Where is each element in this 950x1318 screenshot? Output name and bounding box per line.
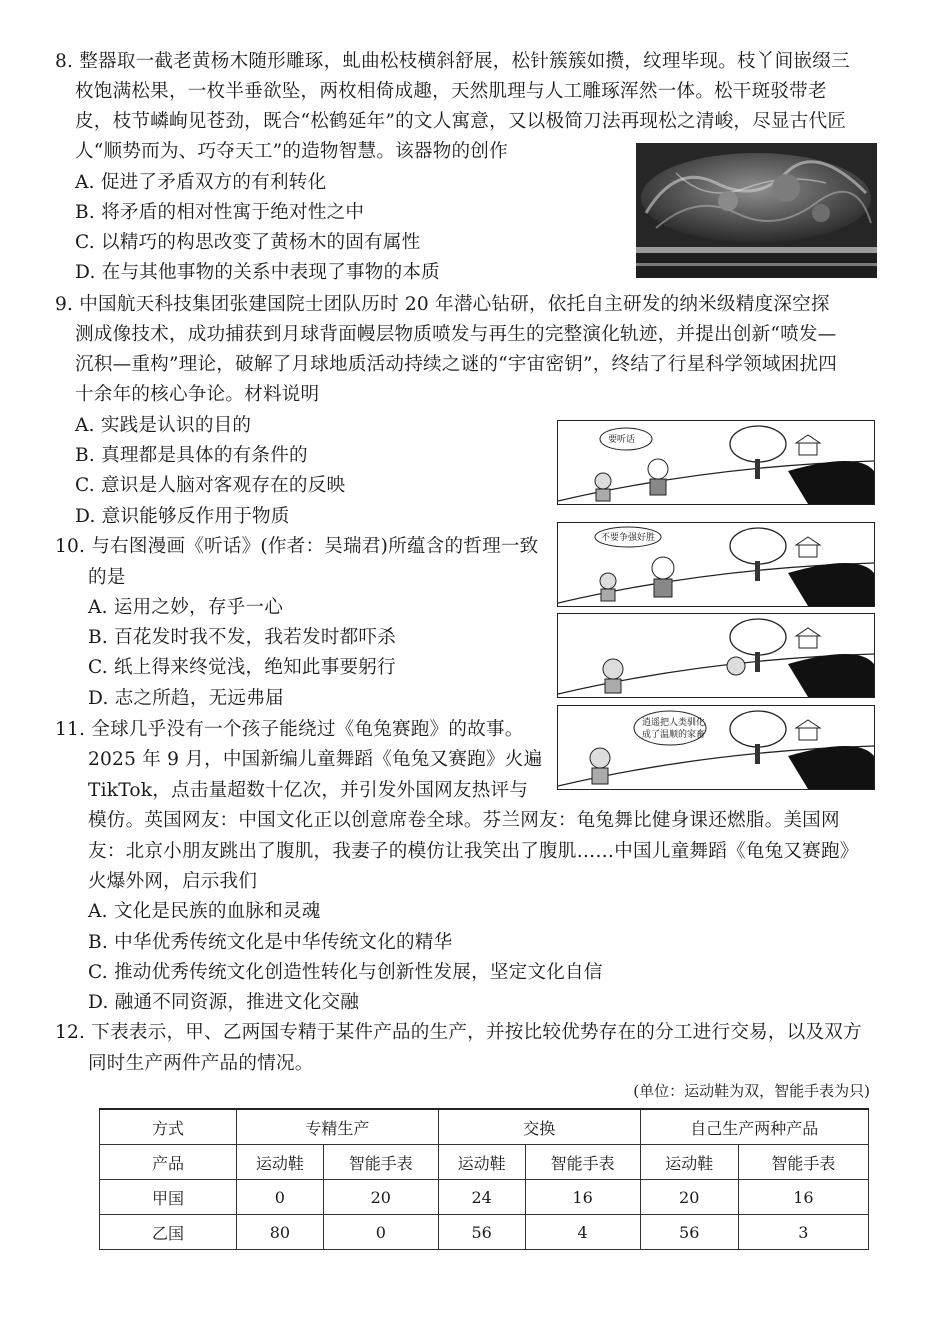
- q8-stem-line-2: 枚饱满松果，一枚半垂欲坠，两枚相倚成趣，天然肌理与人工雕琢浑然一体。松干斑驳带老: [75, 81, 827, 102]
- q11-stem-line-2: 2025 年 9 月，中国新编儿童舞蹈《龟兔又赛跑》火遍: [88, 749, 543, 770]
- comic-panel-1: [557, 420, 875, 505]
- row-jia-cell: 20: [640, 1180, 738, 1215]
- unit-note: (单位：运动鞋为双，智能手表为只): [633, 1082, 870, 1100]
- row-jia-label: 甲国: [100, 1180, 237, 1215]
- q11-stem-line-3: TikTok，点击量超数十亿次，并引发外国网友热评与: [88, 780, 529, 801]
- q8-option-d: D. 在与其他事物的关系中表现了事物的本质: [75, 262, 440, 283]
- header-shoes-2: 运动鞋: [438, 1145, 525, 1180]
- comic-bubble-2: 不要争强好胜: [601, 533, 656, 543]
- q11-option-d: D. 融通不同资源，推进文化交融: [88, 992, 359, 1013]
- header-shoes-1: 运动鞋: [237, 1145, 324, 1180]
- carving-photo: [636, 143, 877, 278]
- production-table: [99, 1108, 869, 1250]
- q9-option-c: C. 意识是人脑对客观存在的反映: [75, 475, 346, 496]
- header-watch-3: 智能手表: [738, 1145, 868, 1180]
- row-yi-cell: 56: [640, 1215, 738, 1250]
- row-jia-cell: 0: [237, 1180, 324, 1215]
- comic-bubble-4-line-2: 成了温顺的家畜: [642, 730, 706, 740]
- row-jia-cell: 16: [738, 1180, 868, 1215]
- q11-stem-line-4: 模仿。英国网友：中国文化正以创意席卷全球。芬兰网友：龟兔舞比健身课还燃脂。美国网: [88, 810, 840, 831]
- header-product: 产品: [100, 1145, 237, 1180]
- row-yi-cell: 0: [323, 1215, 438, 1250]
- q10-option-b: B. 百花发时我不发，我若发时都吓杀: [88, 627, 396, 648]
- q9-stem-line-3: 沉积—重构”理论，破解了月球地质活动持续之谜的“宇宙密钥”，终结了行星科学领域困扰四: [75, 354, 838, 375]
- row-jia-cell: 16: [525, 1180, 640, 1215]
- comic-panel-2: [557, 522, 875, 607]
- header-shoes-3: 运动鞋: [640, 1145, 738, 1180]
- comic-panel-4: [557, 705, 875, 790]
- q11-stem-line-6: 火爆外网，启示我们: [88, 871, 258, 892]
- q8-option-a: A. 促进了矛盾双方的有利转化: [75, 172, 327, 193]
- row-yi-cell: 80: [237, 1215, 324, 1250]
- q9-stem-line-1: 9. 中国航天科技集团张建国院士团队历时 20 年潜心钻研，依托自主研发的纳米级精度深空探: [55, 294, 830, 315]
- header-self-produce: 自己生产两种产品: [640, 1109, 868, 1145]
- header-watch-1: 智能手表: [323, 1145, 438, 1180]
- header-mode: 方式: [100, 1109, 237, 1145]
- q10-option-d: D. 志之所趋，无远弗届: [88, 688, 284, 709]
- row-yi-cell: 4: [525, 1215, 640, 1250]
- q8-option-b: B. 将矛盾的相对性寓于绝对性之中: [75, 202, 365, 223]
- comic-bubble-4-line-1: 逍遥把人类驯化: [642, 718, 706, 728]
- q9-option-b: B. 真理都是具体的有条件的: [75, 445, 308, 466]
- q12-stem-line-1: 12. 下表表示，甲、乙两国专精于某件产品的生产，并按比较优势存在的分工进行交易，以及双方: [55, 1022, 862, 1043]
- q8-option-c: C. 以精巧的构思改变了黄杨木的固有属性: [75, 232, 421, 253]
- q10-stem-line-2: 的是: [88, 567, 126, 588]
- comic-panel-3: [557, 613, 875, 698]
- q11-option-c: C. 推动优秀传统文化创造性转化与创新性发展，坚定文化自信: [88, 962, 603, 983]
- q10-stem-line-1: 10. 与右图漫画《听话》(作者：吴瑞君)所蕴含的哲理一致: [55, 536, 539, 557]
- q9-option-a: A. 实践是认识的目的: [75, 415, 252, 436]
- row-jia-cell: 24: [438, 1180, 525, 1215]
- header-watch-2: 智能手表: [525, 1145, 640, 1180]
- row-yi-cell: 56: [438, 1215, 525, 1250]
- q10-option-c: C. 纸上得来终觉浅，绝知此事要躬行: [88, 657, 396, 678]
- q11-stem-line-1: 11. 全球几乎没有一个孩子能绕过《龟兔赛跑》的故事。: [55, 719, 524, 740]
- header-specialize: 专精生产: [237, 1109, 439, 1145]
- row-jia-cell: 20: [323, 1180, 438, 1215]
- header-exchange: 交换: [438, 1109, 640, 1145]
- row-yi-cell: 3: [738, 1215, 868, 1250]
- q9-stem-line-4: 十余年的核心争论。材料说明: [75, 384, 320, 405]
- comic-bubble-1: 要听话: [608, 435, 636, 445]
- q8-stem-line-4: 人“顺势而为、巧夺天工”的造物智慧。该器物的创作: [75, 141, 508, 162]
- q11-option-b: B. 中华优秀传统文化是中华传统文化的精华: [88, 932, 453, 953]
- row-yi-label: 乙国: [100, 1215, 237, 1250]
- q11-stem-line-5: 友：北京小朋友跳出了腹肌，我妻子的模仿让我笑出了腹肌……中国儿童舞蹈《龟兔又赛跑》: [88, 841, 859, 862]
- q10-option-a: A. 运用之妙，存乎一心: [88, 597, 283, 618]
- q8-stem-line-3: 皮，枝节嶙峋见苍劲，既合“松鹤延年”的文人寓意，又以极简刀法再现松之清峻，尽显古代匠: [75, 111, 847, 132]
- q9-option-d: D. 意识能够反作用于物质: [75, 506, 290, 527]
- q9-stem-line-2: 测成像技术，成功捕获到月球背面幔层物质喷发与再生的完整演化轨迹，并提出创新“喷发—: [75, 324, 837, 345]
- q8-stem-line-1: 8. 整器取一截老黄杨木随形雕琢，虬曲松枝横斜舒展，松针簇簇如攒，纹理毕现。枝丫间嵌缀三: [55, 51, 850, 72]
- q11-option-a: A. 文化是民族的血脉和灵魂: [88, 901, 321, 922]
- q12-stem-line-2: 同时生产两件产品的情况。: [88, 1053, 314, 1074]
